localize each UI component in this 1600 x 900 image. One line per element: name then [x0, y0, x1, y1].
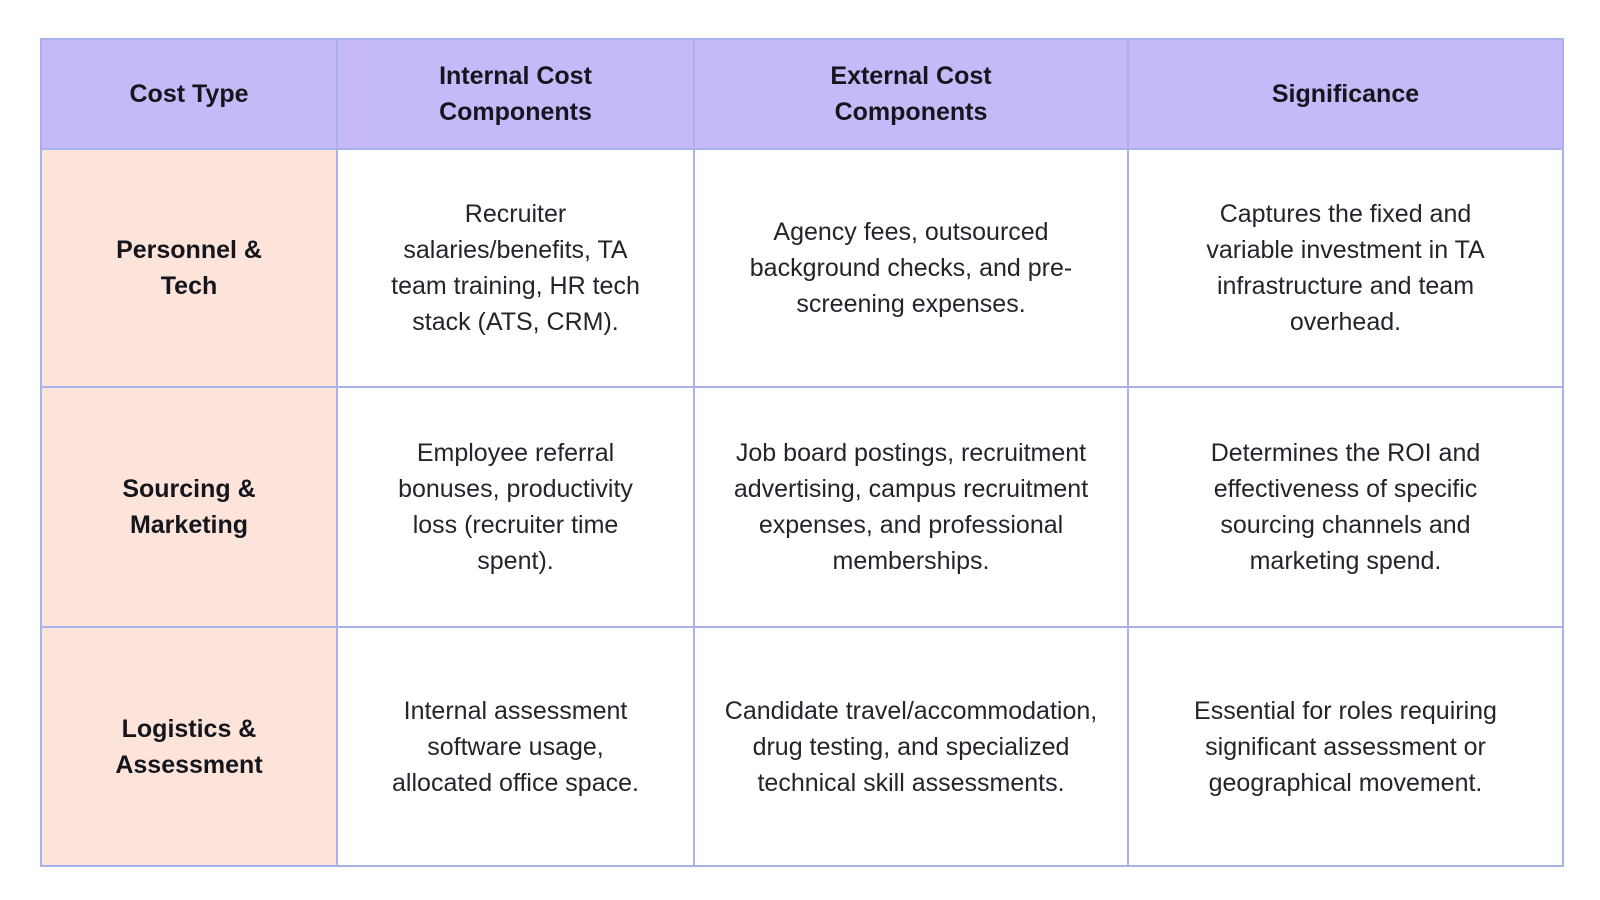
header-significance: Significance	[1128, 39, 1563, 149]
significance-cell: Essential for roles requiring significant assessment or geographical movement.	[1128, 627, 1563, 866]
cost-table-container	[40, 38, 1562, 867]
header-row	[41, 39, 1563, 149]
significance-cell: Determines the ROI and effectiveness of specific sourcing channels and marketing spend.	[1128, 387, 1563, 627]
cost-type-cell: Logistics & Assessment	[41, 627, 337, 866]
table-row	[41, 149, 1563, 387]
cost-table	[40, 38, 1564, 867]
external-cost-cell: Agency fees, outsourced background checks, and pre-screening expenses.	[694, 149, 1128, 387]
table-row	[41, 387, 1563, 627]
header-cost-type: Cost Type	[41, 39, 337, 149]
cost-type-cell: Personnel & Tech	[41, 149, 337, 387]
external-cost-cell: Job board postings, recruitment advertising, campus recruitment expenses, and professional memberships.	[694, 387, 1128, 627]
significance-cell: Captures the fixed and variable investment in TA infrastructure and team overhead.	[1128, 149, 1563, 387]
external-cost-cell: Candidate travel/accommodation, drug testing, and specialized technical skill assessments.	[694, 627, 1128, 866]
header-external-cost: External Cost Components	[694, 39, 1128, 149]
internal-cost-cell: Employee referral bonuses, productivity loss (recruiter time spent).	[337, 387, 694, 627]
internal-cost-cell: Internal assessment software usage, allocated office space.	[337, 627, 694, 866]
table-row	[41, 627, 1563, 866]
header-internal-cost: Internal Cost Components	[337, 39, 694, 149]
internal-cost-cell: Recruiter salaries/benefits, TA team training, HR tech stack (ATS, CRM).	[337, 149, 694, 387]
cost-type-cell: Sourcing & Marketing	[41, 387, 337, 627]
